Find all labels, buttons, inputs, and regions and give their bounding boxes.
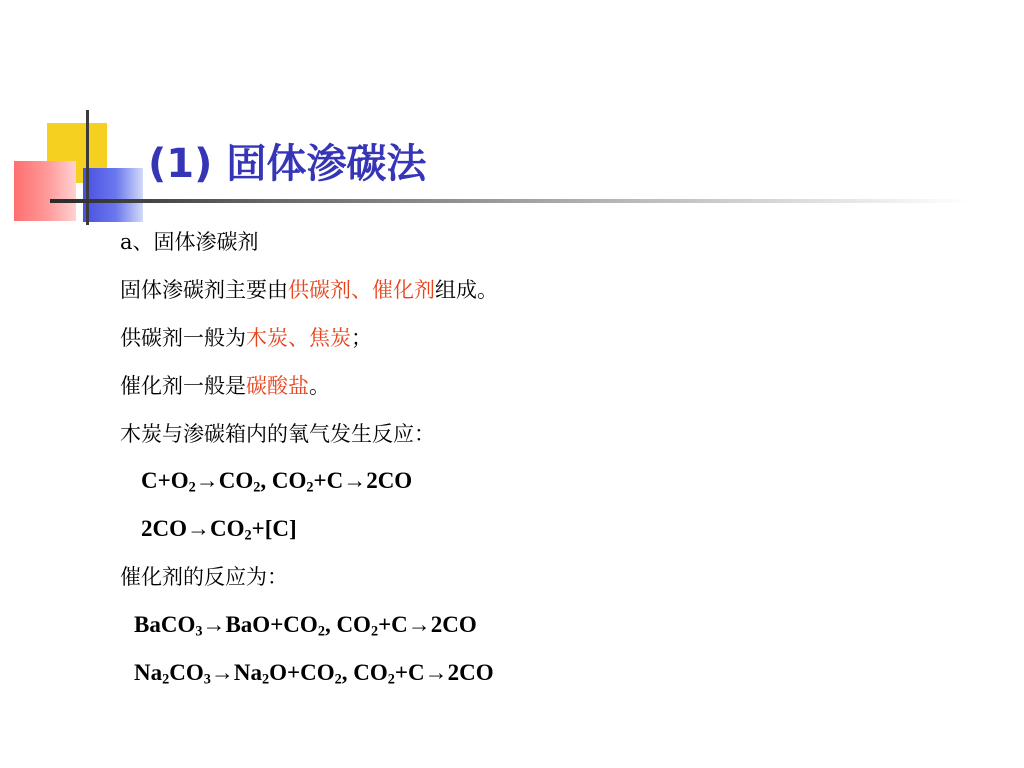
eq4-sub: 2	[162, 671, 170, 688]
equation-carbon-oxygen	[141, 467, 412, 495]
composition-sentence	[120, 276, 498, 304]
charcoal-reaction-heading-text: 木炭与渗碳箱内的氧气发生反应：	[120, 422, 435, 446]
eq1-part: →CO	[195, 468, 254, 493]
eq3-sub: 2	[317, 623, 325, 640]
equation-barium-carbonate	[134, 611, 477, 639]
eq4-part: +C→2CO	[394, 660, 494, 685]
eq4-sub: 2	[334, 671, 342, 688]
eq4-part: →Na	[210, 660, 262, 685]
eq3-part: , CO	[324, 612, 371, 637]
eq1-part: , CO	[260, 468, 307, 493]
eq4-sub: 2	[387, 671, 395, 688]
eq1-sub: 2	[306, 479, 314, 496]
decorative-blue-square	[83, 168, 143, 222]
carbon-source-sentence	[120, 324, 372, 352]
eq1-part: C+O	[141, 468, 189, 493]
eq3-part: →BaO+CO	[202, 612, 318, 637]
composition-prefix: 固体渗碳剂主要由	[120, 278, 288, 302]
eq3-part: BaCO	[134, 612, 196, 637]
carbon-source-suffix: ；	[351, 326, 372, 350]
section-label-text: a、固体渗碳剂	[120, 230, 259, 254]
composition-suffix: 组成。	[435, 278, 498, 302]
eq4-part: , CO	[341, 660, 388, 685]
slide-title: (1) 固体渗碳法	[148, 141, 427, 187]
catalyst-reaction-heading-text: 催化剂的反应为：	[120, 565, 288, 589]
eq4-part: O+CO	[269, 660, 335, 685]
catalyst-suffix: 。	[309, 374, 330, 398]
decorative-vertical-line	[86, 110, 89, 225]
catalyst-highlight: 碳酸盐	[246, 374, 309, 398]
eq2-part: +[C]	[251, 516, 297, 541]
eq3-sub: 2	[370, 623, 379, 640]
carbon-source-prefix: 供碳剂一般为	[120, 326, 246, 350]
eq4-part: CO	[169, 660, 204, 685]
catalyst-reaction-heading	[120, 563, 288, 591]
eq2-part: 2CO→CO	[141, 516, 245, 541]
eq1-sub: 2	[253, 479, 261, 496]
eq1-sub: 2	[188, 479, 196, 496]
decorative-red-square	[14, 161, 76, 221]
eq2-sub: 2	[244, 527, 252, 544]
eq3-part: +C→2CO	[378, 612, 477, 637]
eq4-sub: 2	[262, 671, 270, 688]
equation-sodium-carbonate	[134, 659, 494, 687]
eq4-sub: 3	[203, 671, 211, 688]
composition-highlight: 供碳剂、催化剂	[288, 278, 435, 302]
catalyst-prefix: 催化剂一般是	[120, 374, 246, 398]
carbon-source-highlight: 木炭、焦炭	[246, 326, 351, 350]
section-label	[120, 228, 259, 256]
catalyst-sentence	[120, 372, 330, 400]
charcoal-reaction-heading	[120, 420, 435, 448]
eq1-part: +C→2CO	[313, 468, 413, 493]
eq3-sub: 3	[195, 623, 203, 640]
title-underline	[50, 199, 970, 203]
eq4-part: Na	[134, 660, 163, 685]
equation-co-decomposition	[141, 515, 297, 543]
